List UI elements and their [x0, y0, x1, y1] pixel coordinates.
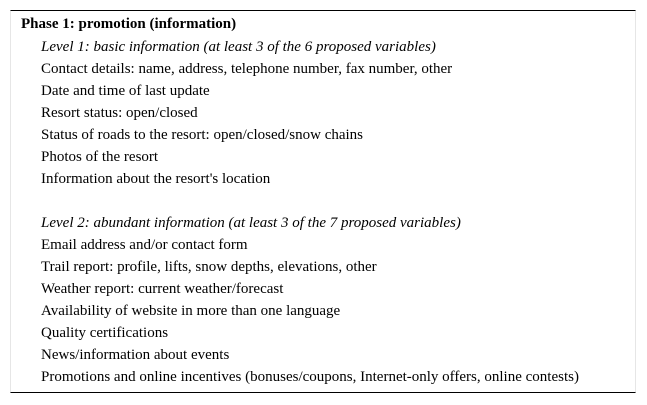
level-2-item: Email address and/or contact form [41, 237, 248, 253]
level-2-item: Promotions and online incentives (bonuses/coupons, Internet-only offers, online contests) [41, 369, 579, 385]
level-1-item: Information about the resort's location [41, 171, 271, 187]
level-1-item: Resort status: open/closed [41, 105, 198, 121]
level-2-item: News/information about events [41, 347, 230, 363]
level-1-item: Contact details: name, address, telephone number, fax number, other [41, 61, 453, 77]
level-2-item: Weather report: current weather/forecast [41, 281, 284, 297]
criteria-table [10, 10, 636, 393]
level-2-item: Availability of website in more than one language [41, 303, 341, 319]
level-1-item: Date and time of last update [41, 83, 210, 99]
level-1-title: Level 1: basic information (at least 3 of the 6 proposed variables) [41, 39, 436, 55]
level-2-item: Trail report: profile, lifts, snow depths, elevations, other [41, 259, 377, 275]
phase-heading: Phase 1: promotion (information) [21, 16, 237, 32]
level-1-item: Photos of the resort [41, 149, 159, 165]
level-2-item: Quality certifications [41, 325, 169, 341]
level-1-item: Status of roads to the resort: open/closed/snow chains [41, 127, 364, 143]
level-2-title: Level 2: abundant information (at least 3 of the 7 proposed variables) [41, 215, 461, 231]
